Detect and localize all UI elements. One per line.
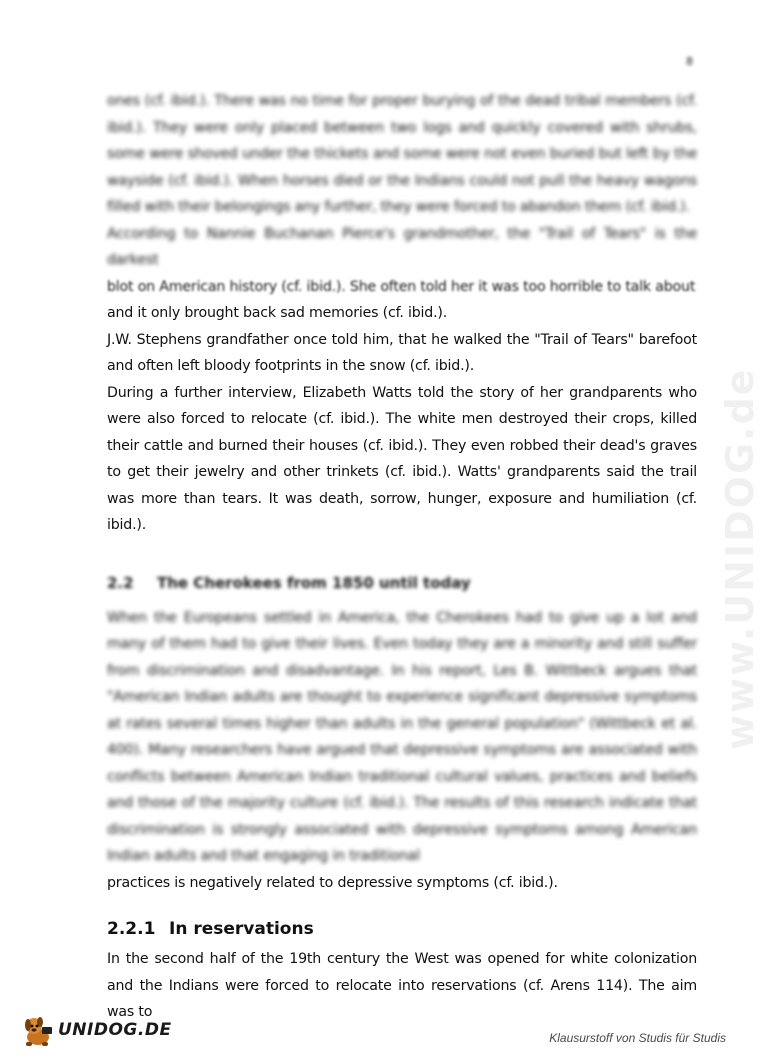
section-title: The Cherokees from 1850 until today	[157, 573, 471, 592]
footer-tagline: Klausurstoff von Studis für Studis	[549, 1031, 726, 1045]
paragraph-reservations: In the second half of the 19th century the West was opened for white colonization and the Indians were forced to relocate into reservations (cf. Arens 114). The aim was to	[107, 951, 697, 1020]
section-number: 2.2	[107, 573, 134, 592]
paragraph-burial: ones (cf. ibid.). There was no time for proper burying of the dead tribal members (cf. ibid.). They were only placed between two logs and quickly covered with shrubs, some were shoved under the thickets and some were not even buried but left by the wayside (cf. ibid.). When horses died or the Indians could not pull the heavy wagons filled with their belongings any further, they were forced to abandon them (cf. ibid.).	[107, 93, 697, 215]
paragraph-pierce-partial: blot on American history (cf. ibid.). She often told her it was too horrible to talk about	[107, 278, 696, 295]
dog-mascot-icon	[20, 1013, 56, 1047]
paragraph-watts: During a further interview, Elizabeth Watts told the story of her grandparents who were also forced to relocate (cf. ibid.). The white men destroyed their crops, killed their cattle and burned their houses (cf. ibid.). They even robbed their dead's graves to get their jewelry and other trinkets (cf. ibid.). Watts' grandparents said the trail was more than tears. It was death, sorrow, hunger, exposure and humiliation (cf. ibid.).	[107, 384, 697, 533]
paragraph-cherokees-today: When the Europeans settled in America, the Cherokees had to give up a lot and many of them had to give their lives. Even today they are a minority and still suffer from discrimination and disadvantage. In his report, Les B. Wittbeck argues that "American Indian adults are thought to experience significant depressive symptoms at rates several times higher than adults in the general population" (Wittbeck et al. 400). Many researchers have argued that depressive symptoms are associated with conflicts between American Indian traditional cultural values, practices and beliefs and those of the majority culture (cf. ibid.). The results of this research indicate that discrimination is strongly associated with depressive symptoms among American Indian adults and that engaging in traditional	[107, 609, 697, 864]
subsection-title: In reservations	[169, 919, 314, 939]
logo-text: UNIDOG.DE	[58, 1020, 172, 1040]
section-heading-2-2	[107, 571, 697, 595]
paragraph-pierce-line: According to Nannie Buchanan Pierce's grandmother, the "Trail of Tears" is the darkest	[107, 225, 697, 268]
paragraph-stephens: J.W. Stephens grandfather once told him, that he walked the "Trail of Tears" barefoot and often left bloody footprints in the snow (cf. ibid.).	[107, 331, 697, 374]
watermark: www.UNIDOG.de	[718, 367, 762, 750]
paragraph-pierce-end: and it only brought back sad memories (cf. ibid.).	[107, 305, 448, 321]
document-body	[107, 88, 697, 1026]
subsection-number: 2.2.1	[107, 919, 156, 939]
paragraph-cherokees-end: practices is negatively related to depressive symptoms (cf. ibid.).	[107, 874, 558, 891]
unidog-logo[interactable]	[20, 1013, 172, 1047]
subsection-heading-2-2-1	[107, 916, 697, 942]
page-number: 8	[686, 55, 693, 68]
